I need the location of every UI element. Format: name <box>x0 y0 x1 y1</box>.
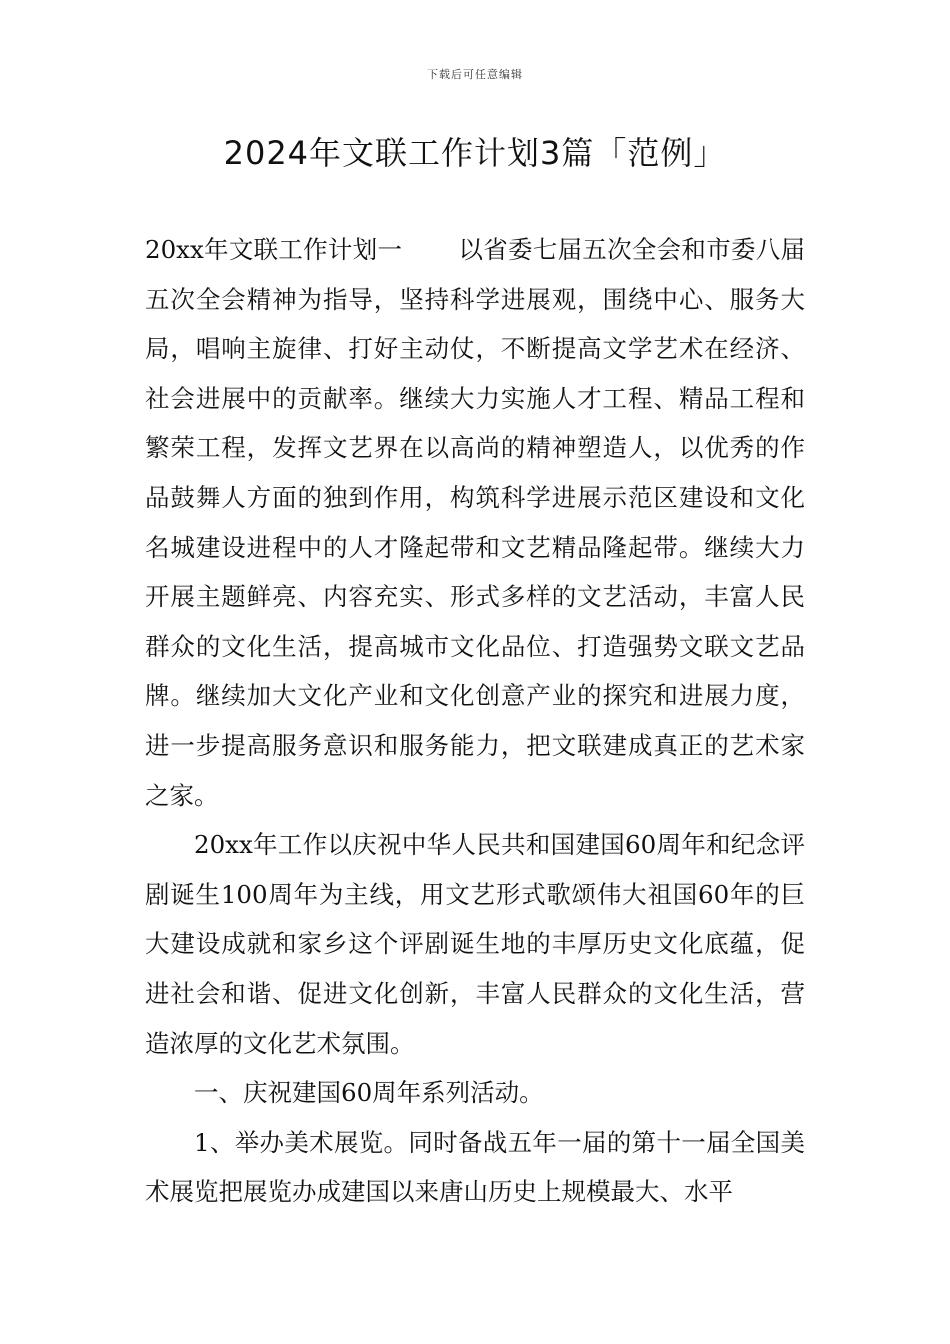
section-heading-1: 一、庆祝建国60周年系列活动。 <box>194 1078 544 1108</box>
paragraph-1 <box>145 225 805 820</box>
document-body <box>145 225 805 1217</box>
paragraph-3: 1、举办美术展览。同时备战五年一届的第十一届全国美术展览把展览办成建国以来唐山历史上规模最大、水平 <box>145 1127 805 1207</box>
paragraph-2: 20xx年工作以庆祝中华人民共和国建国60周年和纪念评剧诞生100周年为主线，用文艺形式歌颂伟大祖国60年的巨大建设成就和家乡这个评剧诞生地的丰厚历史文化底蕴，促进社会和谐、促进文化创新，丰富人民群众的文化生活，营造浓厚的文化艺术氛围。 <box>145 830 805 1058</box>
header-note: 下载后可任意编辑 <box>427 68 523 81</box>
paragraph-1-lead: 20xx年文联工作计划一 <box>145 235 403 264</box>
document-title: 2024年文联工作计划3篇「范例」 <box>223 134 727 172</box>
paragraph-1-text: 以省委七届五次全会和市委八届五次全会精神为指导，坚持科学进展观，围绕中心、服务大局，唱响主旋律、打好主动仗，不断提高文学艺术在经济、社会进展中的贡献率。继续大力实施人才工程、精品工程和繁荣工程，发挥文艺界在以高尚的精神塑造人，以优秀的作品鼓舞人方面的独到作用，构筑科学进展示范区建设和文化名城建设进程中的人才隆起带和文艺精品隆起带。继续大力开展主题鲜亮、内容充实、形式多样的文艺活动，丰富人民群众的文化生活，提高城市文化品位、打造强势文联文艺品牌。继续加大文化产业和文化创意产业的探究和进展力度，进一步提高服务意识和服务能力，把文联建成真正的艺术家之家。 <box>145 235 805 810</box>
